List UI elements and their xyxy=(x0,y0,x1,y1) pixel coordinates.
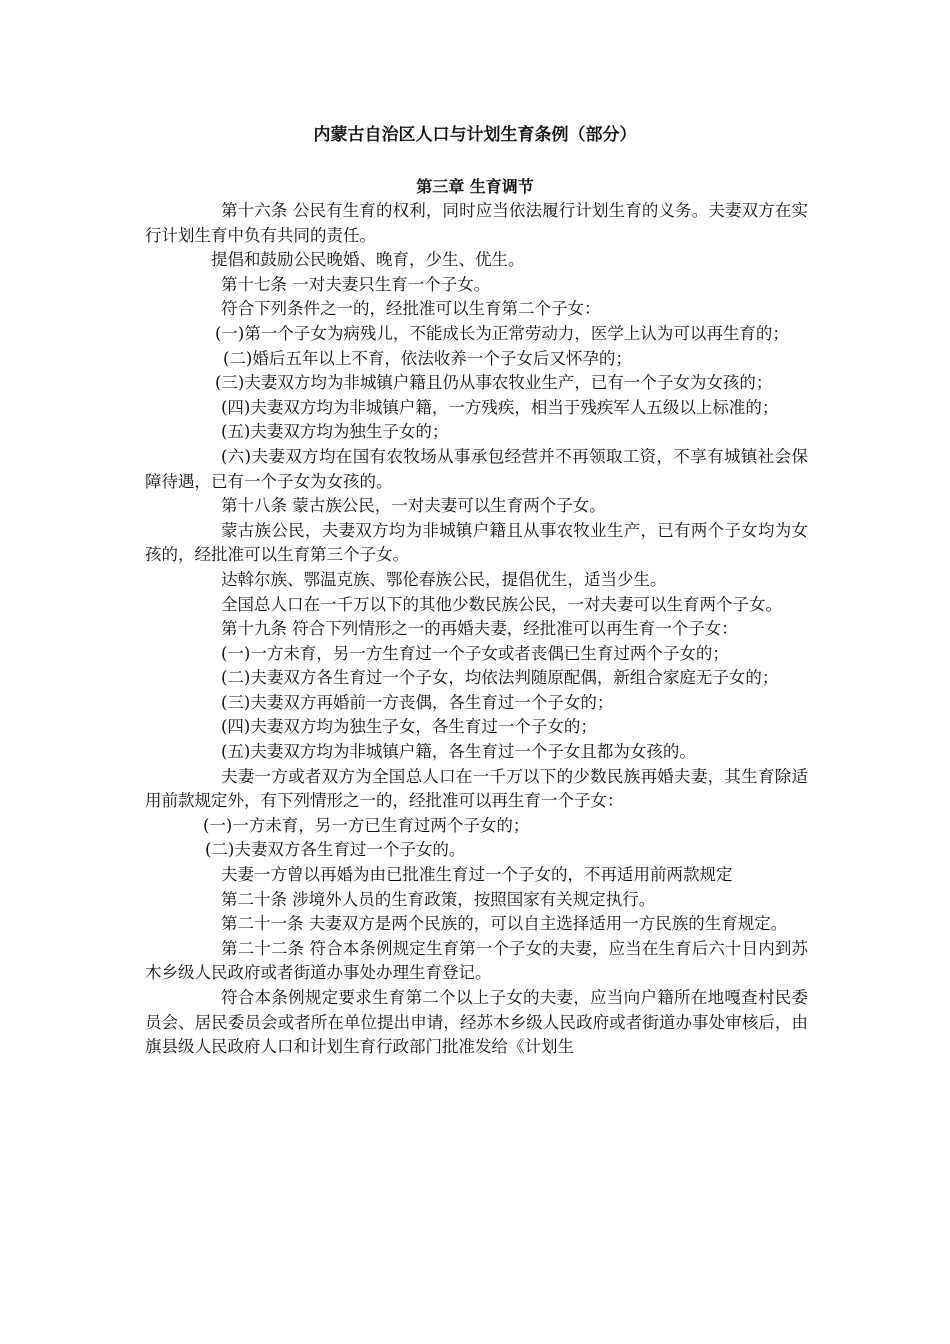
paragraph: 达斡尔族、鄂温克族、鄂伦春族公民，提倡优生，适当少生。 xyxy=(221,569,667,589)
paragraph: (一)第一个子女为病残儿，不能成长为正常劳动力，医学上认为可以再生育的； xyxy=(215,323,789,343)
paragraph: (三)夫妻双方均为非城镇户籍且仍从事农牧业生产，已有一个子女为女孩的； xyxy=(215,373,773,393)
paragraph: 第二十二条 符合本条例规定生育第一个子女的夫妻，应当在生育后六十日内到苏木乡级人民政府或者街道办事处办理生育登记。 xyxy=(145,938,808,983)
paragraph: (二)婚后五年以上不育，依法收养一个子女后又怀孕的； xyxy=(223,348,632,368)
paragraph: (五)夫妻双方均为独生子女的； xyxy=(221,422,449,442)
paragraph: 第十九条 符合下列情形之一的再婚夫妻，经批准可以再生育一个子女： xyxy=(221,619,738,639)
paragraph: (四)夫妻双方均为独生子女，各生育过一个子女的； xyxy=(221,717,597,737)
paragraph: 全国总人口在一千万以下的其他少数民族公民，一对夫妻可以生育两个子女。 xyxy=(221,594,782,614)
paragraph: 夫妻一方曾以再婚为由已批准生育过一个子女的，不再适用前两款规定 xyxy=(221,865,733,885)
paragraph: 符合本条例规定要求生育第二个以上子女的夫妻，应当向户籍所在地嘎查村民委员会、居民委员会或者所在单位提出申请，经苏木乡级人民政府或者街道办事处审核后，由旗县级人民政府人口和计划生育行政部门批准发给《计划生 xyxy=(145,988,808,1057)
chapter-heading: 第三章 生育调节 xyxy=(416,177,534,196)
paragraph: (三)夫妻双方再婚前一方丧偶，各生育过一个子女的； xyxy=(221,692,614,712)
document-title: 内蒙古自治区人口与计划生育条例（部分） xyxy=(313,125,637,145)
paragraph: (二)夫妻双方各生育过一个子女的。 xyxy=(205,840,466,860)
paragraph: (一)一方未育，另一方生育过一个子女或者丧偶已生育过两个子女的； xyxy=(221,643,729,663)
paragraph: (四)夫妻双方均为非城镇户籍，一方残疾，相当于残疾军人五级以上标准的； xyxy=(221,397,779,417)
document-body xyxy=(145,199,808,1060)
paragraph: 提倡和鼓励公民晚婚、晚育，少生、优生。 xyxy=(211,250,525,270)
paragraph: 夫妻一方或者双方为全国总人口在一千万以下的少数民族再婚夫妻，其生育除适用前款规定外，有下列情形之一的，经批准可以再生育一个子女： xyxy=(145,766,808,811)
paragraph: 符合下列条件之一的，经批准可以生育第二个子女： xyxy=(221,299,601,319)
paragraph: 第二十一条 夫妻双方是两个民族的，可以自主选择适用一方民族的生育规定。 xyxy=(221,914,788,934)
paragraph: (六)夫妻双方均在国有农牧场从事承包经营并不再领取工资，不享有城镇社会保障待遇，已有一个子女为女孩的。 xyxy=(145,446,808,491)
paragraph: (一)一方未育，另一方已生育过两个子女的； xyxy=(203,815,530,835)
paragraph: 第十六条 公民有生育的权利，同时应当依法履行计划生育的义务。夫妻双方在实行计划生育中负有共同的责任。 xyxy=(145,201,808,245)
paragraph: (五)夫妻双方均为非城镇户籍，各生育过一个子女且都为女孩的。 xyxy=(221,742,696,762)
paragraph: (二)夫妻双方各生育过一个子女，均依法判随原配偶，新组合家庭无子女的； xyxy=(221,668,779,688)
paragraph: 第二十条 涉境外人员的生育政策，按照国家有关规定执行。 xyxy=(221,889,656,909)
paragraph: 第十八条 蒙古族公民，一对夫妻可以生育两个子女。 xyxy=(221,496,606,516)
paragraph: 第十七条 一对夫妻只生育一个子女。 xyxy=(221,274,491,294)
paragraph: 蒙古族公民，夫妻双方均为非城镇户籍且从事农牧业生产，已有两个子女均为女孩的，经批准可以生育第三个子女。 xyxy=(145,520,808,565)
